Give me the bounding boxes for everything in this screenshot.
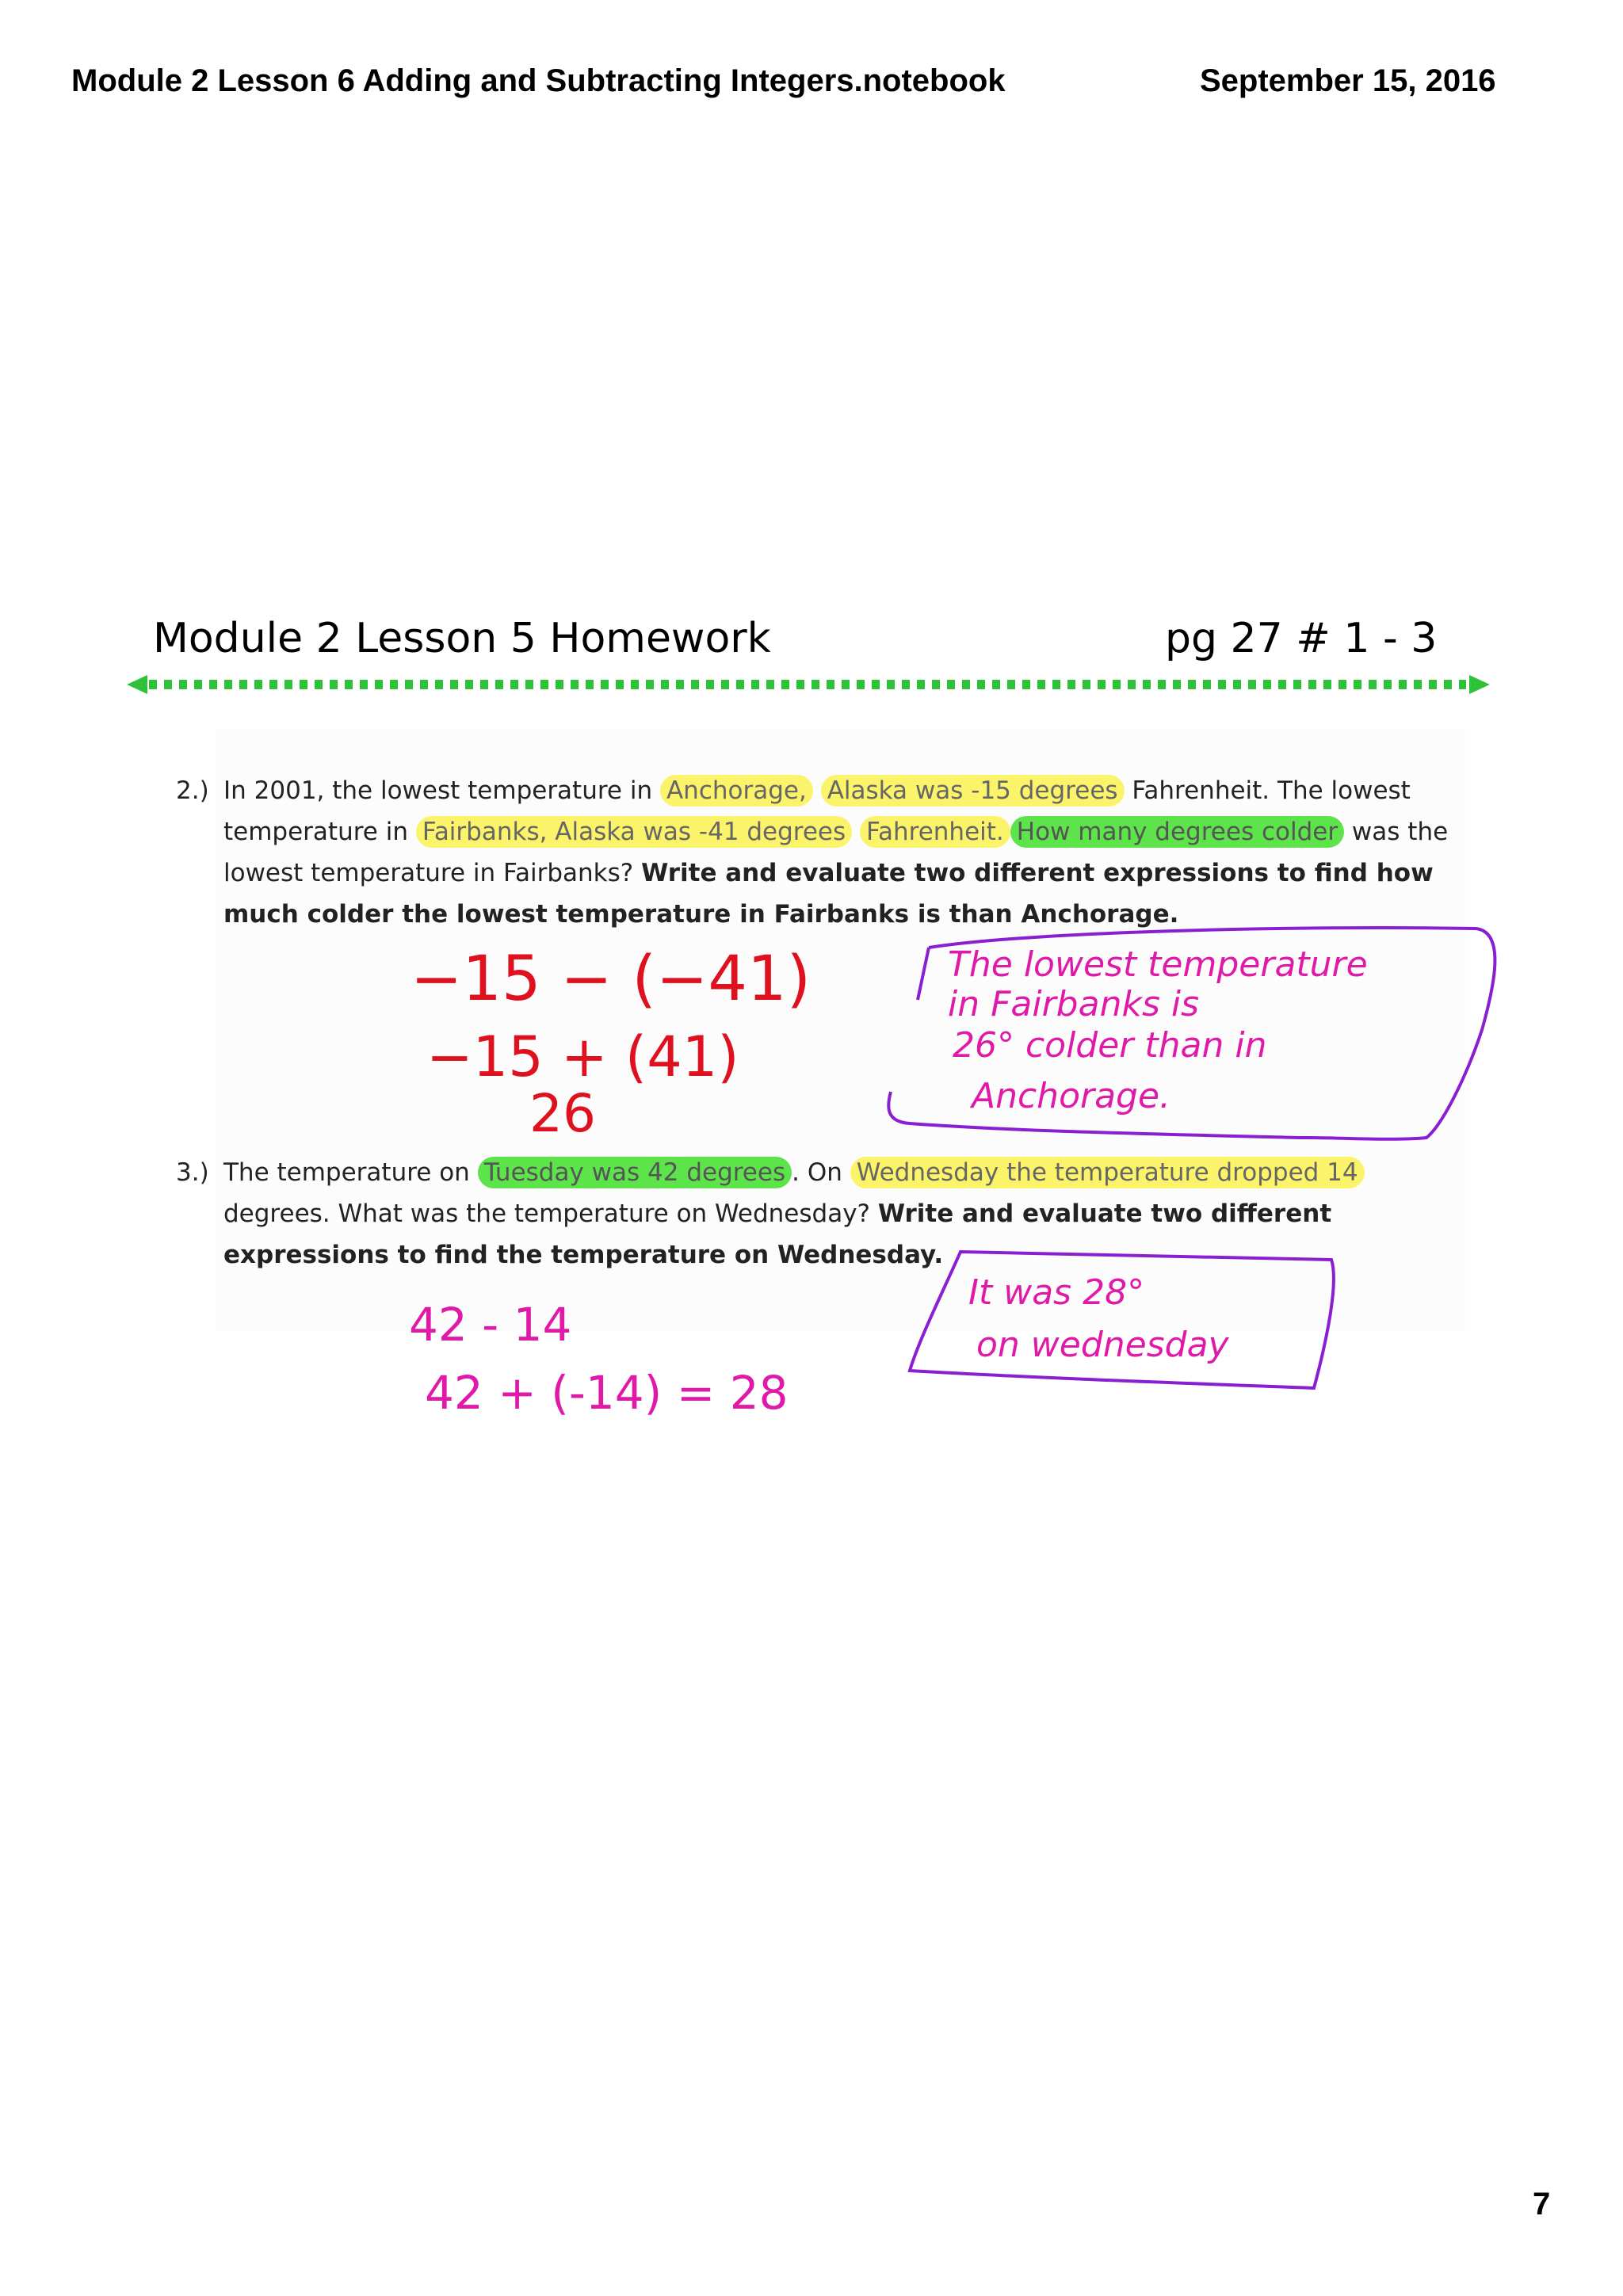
q2-expression-1: −15 − (−41)	[411, 944, 812, 1015]
question-2-line-1: In 2001, the lowest temperature in Anchorage, Alaska was -15 degrees Fahrenheit. The lowest	[223, 776, 1411, 805]
q2-result: 26	[529, 1083, 596, 1144]
q2-answer-line-4: Anchorage.	[972, 1076, 1171, 1116]
q2-answer-line-3: 26° colder than in	[953, 1025, 1267, 1066]
question-3-line-2: degrees. What was the temperature on Wednesday? Write and evaluate two different	[223, 1199, 1332, 1228]
notebook-page-title: Module 2 Lesson 5 Homework	[153, 615, 771, 662]
question-2-line-3: lowest temperature in Fairbanks? Write and evaluate two different expressions to find how	[223, 859, 1434, 887]
question-2-number: 2.)	[176, 776, 209, 805]
document-date: September 15, 2016	[1200, 63, 1496, 98]
notebook-page-reference: pg 27 # 1 - 3	[1165, 615, 1438, 662]
question-3-line-1: The temperature on Tuesday was 42 degrees . On Wednesday the temperature dropped 14	[223, 1158, 1365, 1187]
question-3-number: 3.)	[176, 1158, 209, 1187]
q3-expression-2: 42 + (-14) = 28	[425, 1366, 789, 1420]
document-title: Module 2 Lesson 6 Adding and Subtracting Integers.notebook	[71, 63, 1006, 98]
question-2-line-2: temperature in Fairbanks, Alaska was -41 degrees Fahrenheit. How many degrees colder was the	[223, 818, 1449, 846]
question-3-line-3: expressions to find the temperature on Wednesday.	[223, 1241, 944, 1269]
q2-expression-2: −15 + (41)	[426, 1024, 739, 1089]
q3-expression-1: 42 - 14	[409, 1298, 572, 1352]
q3-answer-line-2: on wednesday	[976, 1325, 1229, 1365]
question-2-line-4: much colder the lowest temperature in Fairbanks is than Anchorage.	[223, 900, 1179, 929]
q2-answer-line-2: in Fairbanks is	[948, 984, 1200, 1024]
q2-answer-line-1: The lowest temperature	[948, 944, 1368, 985]
q3-answer-line-1: It was 28°	[968, 1272, 1145, 1313]
page-number: 7	[1533, 2187, 1551, 2222]
q2-answer-tick	[918, 948, 929, 1000]
